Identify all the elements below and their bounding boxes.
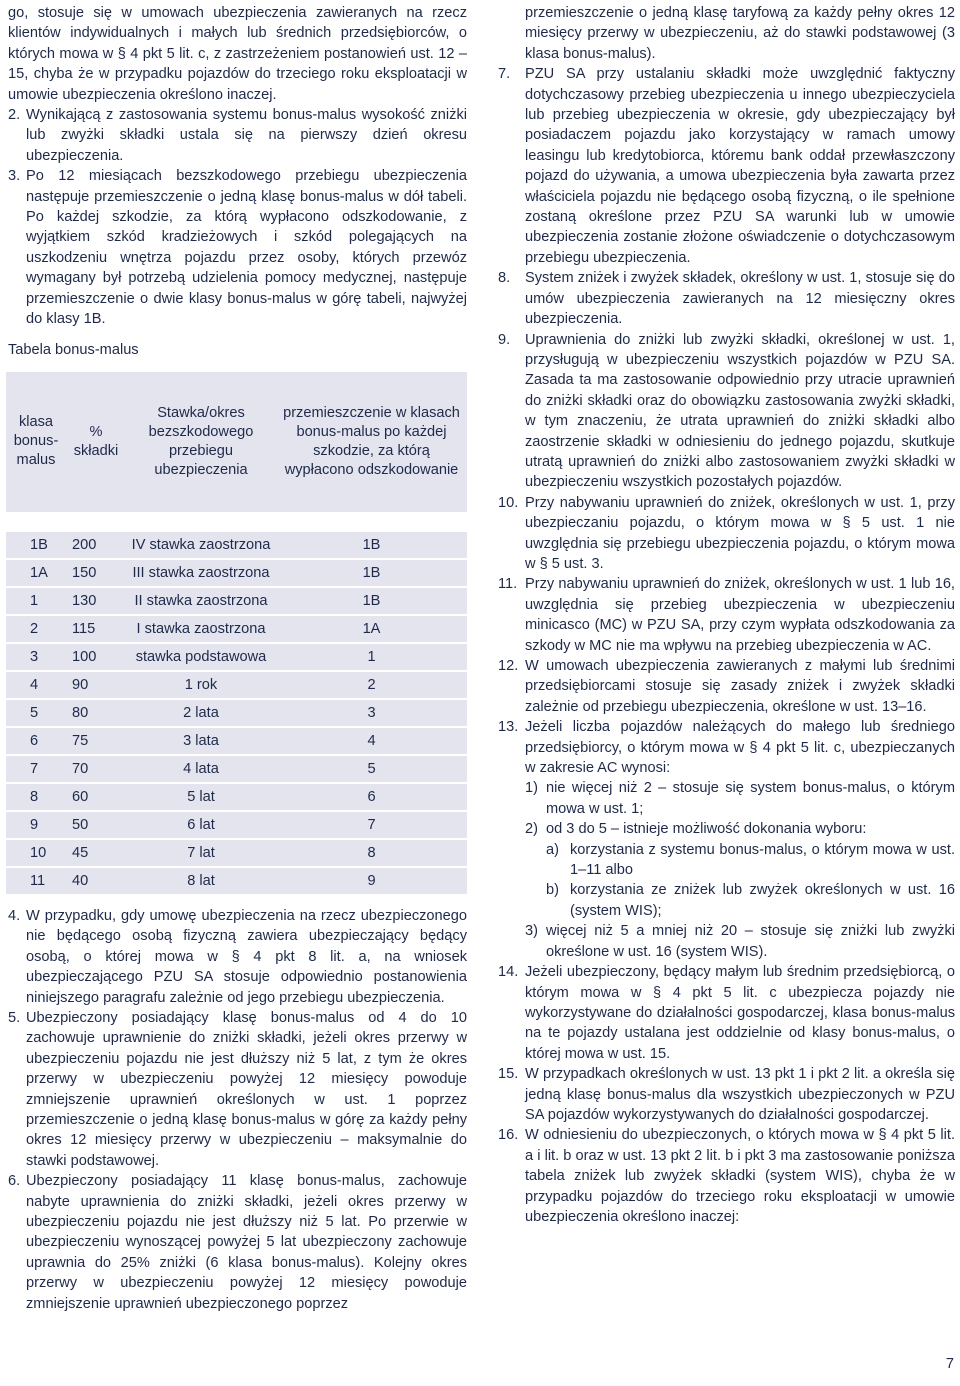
paragraph-8 — [498, 268, 955, 329]
cell-shift: 6 — [276, 783, 467, 811]
paragraph-text: Ubezpieczony posiadający klasę bonus-malus od 4 do 10 zachowuje uprawnienie do zniżki składki, jeżeli okres przerwy w ubezpieczeniu pojazdu nie jest dłuższy niż 5 lat, z tym że okres przerwy w ubezpieczeniu powyżej 12 miesięcy powoduje zmniejszenie uprawnień określonych w ust. 1 poprzez przemieszczenie o jedną klasę bonus-malus w górę za każdy pełny okres 12 miesięcy przerwy w ubezpieczeniu – maksymalnie do stawki podstawowej. — [26, 1009, 467, 1169]
paragraph-text: Przy nabywaniu uprawnień do zniżek, określonych w ust. 1 lub 16, uwzględnia się przebieg ubezpieczenia w ubezpieczeniu minicasco (MC) w PZU SA, przy czym wypłata odszkodowania za szkody w MC nie ma wpływu na przebieg ubezpieczenia w AC. — [525, 576, 955, 654]
point-text: korzystania z systemu bonus-malus, o którym mowa w ust. 1–11 albo — [570, 841, 955, 879]
paragraph-number: 14. — [498, 964, 519, 981]
paragraph-14 — [498, 962, 955, 1064]
paragraph-number: 6. — [8, 1173, 21, 1190]
cell-rate-period: stawka podstawowa — [126, 643, 276, 671]
paragraph-2 — [8, 105, 467, 166]
paragraph-number: 7. — [498, 66, 511, 83]
paragraph-number: 12. — [498, 658, 519, 674]
cell-shift: 8 — [276, 839, 467, 867]
paragraph-number: 11. — [498, 576, 518, 593]
paragraph-number: 10. — [498, 494, 519, 511]
point-13-2-a — [498, 840, 955, 881]
paragraph-13 — [498, 717, 955, 778]
cell-class: 6 — [6, 727, 66, 755]
cell-rate-period: I stawka zaostrzona — [126, 615, 276, 643]
cell-rate-period: III stawka zaostrzona — [126, 559, 276, 587]
cell-class: 2 — [6, 615, 66, 643]
bonus-malus-table — [6, 372, 467, 894]
paragraph-text: Wynikającą z zastosowania systemu bonus-malus wysokość zniżki lub zwyżki składki ustala się na pierwszy dzień okresu ubezpieczenia. — [26, 107, 467, 164]
paragraph-continuation: go, stosuje się w umowach ubezpieczenia zawieranych na rzecz klientów indywidualnych i małych lub średnich przedsiębiorców, o których mowa w § 4 pkt 5 lit. c, z zastrzeżeniem postanowień ust. 12 –15, chyba że w przypadku pojazdów do trzeciego roku eksploatacji w umowie ubezpieczenia określono inaczej. — [8, 5, 467, 103]
paragraph-text: Przy nabywaniu uprawnień do zniżek, określonych w ust. 1, przy ubezpieczaniu pojazdu, o którym mowa w § 5 ust. 1 nie uwzględnia się przebiegu ubezpieczenia pojazdu, o którym mowa w § 5 ust. 3. — [525, 494, 955, 572]
cell-rate-period: IV stawka zaostrzona — [126, 531, 276, 559]
cell-class: 8 — [6, 783, 66, 811]
paragraph-number: 8. — [498, 270, 511, 287]
point-13-2 — [498, 819, 955, 839]
table-row — [6, 699, 467, 727]
paragraph-10 — [498, 493, 955, 575]
cell-shift: 1B — [276, 531, 467, 559]
cell-percent: 100 — [66, 643, 126, 671]
point-number: 3) — [525, 923, 538, 940]
paragraph-5 — [8, 1008, 467, 1171]
cell-shift: 9 — [276, 867, 467, 894]
cell-shift: 7 — [276, 811, 467, 839]
cell-class: 3 — [6, 643, 66, 671]
paragraph-9 — [498, 330, 955, 493]
paragraph-text: Jeżeli ubezpieczony, będący małym lub średnim przedsiębiorcą, o którym mowa w § 4 pkt 5 lit. c ubezpiecza pojazdy nie wykorzystywane do działalności gospodarczej, klasa bonus-malus na te pojazdy ustalana jest oddzielnie od klasy bonus-malus, o której mowa w ust. 15. — [525, 964, 955, 1062]
table-row — [6, 615, 467, 643]
page-number: 7 — [945, 1355, 954, 1372]
cell-rate-period: 8 lat — [126, 867, 276, 894]
left-column — [8, 3, 467, 1314]
table-row — [6, 587, 467, 615]
paragraph-text: System zniżek i zwyżek składek, określony w ust. 1, stosuje się do umów ubezpieczenia zawieranych na 12 miesięczny okres ubezpieczenia. — [525, 270, 955, 328]
cell-shift: 1B — [276, 559, 467, 587]
cell-percent: 45 — [66, 839, 126, 867]
cell-rate-period: II stawka zaostrzona — [126, 587, 276, 615]
table-row — [6, 643, 467, 671]
point-text: nie więcej niż 2 – stosuje się system bonus-malus, o którym mowa w ust. 1; — [546, 780, 955, 817]
cell-shift: 1B — [276, 587, 467, 615]
table-row — [6, 839, 467, 867]
cell-rate-period: 4 lata — [126, 755, 276, 783]
cell-class: 1 — [6, 587, 66, 615]
paragraph-text: Uprawnienia do zniżki lub zwyżki składki, określonej w ust. 1, przysługują w ubezpieczeniu wszystkich pojazdów w PZU SA. Zasada ta ma zastosowanie odpowiednio przy utracie uprawnień do zniżki składki oraz do obowiązku zastosowania zwyżki składki, w tym znaczeniu, że utrata uprawnień do zniżki składki albo zaostrzenie składki w odniesieniu do jednego pojazdu, skutkuje utratą uprawnień do zniżki albo zastosowaniem zwyżki składki w ubezpieczeniu wszystkich pozostałych pojazdów. — [525, 331, 955, 491]
cell-rate-period: 7 lat — [126, 839, 276, 867]
table-row — [6, 559, 467, 587]
paragraph-number: 3. — [8, 168, 21, 185]
table-row — [6, 867, 467, 894]
cell-class: 10 — [6, 839, 66, 867]
paragraph-number: 5. — [8, 1009, 21, 1026]
paragraph-text: W przypadkach określonych w ust. 13 pkt 1 i pkt 2 lit. a określa się jedną klasę bonus-malus dla wszystkich ubezpieczonych w PZU SA pojazdów wykorzystywanych do działalności gospodarczej. — [525, 1066, 955, 1123]
cell-shift: 1A — [276, 615, 467, 643]
cell-shift: 4 — [276, 727, 467, 755]
table-row — [6, 755, 467, 783]
right-column — [498, 3, 955, 1227]
cell-class: 7 — [6, 755, 66, 783]
cell-rate-period: 1 rok — [126, 671, 276, 699]
cell-rate-period: 5 lat — [126, 783, 276, 811]
paragraph-number: 15. — [498, 1066, 519, 1083]
header-rate-period: Stawka/okres bezszkodowego przebiegu ubezpieczenia — [126, 372, 276, 512]
cell-percent: 50 — [66, 811, 126, 839]
paragraph-16 — [498, 1125, 955, 1227]
table-caption: Tabela bonus-malus — [8, 341, 139, 358]
paragraph-text: W umowach ubezpieczenia zawieranych z małymi lub średnimi przedsiębiorcami stosuje się zasady zniżek i zwyżek składki zależnie od przebiegu ubezpieczenia, określone w ust. 13–16. — [525, 658, 955, 715]
point-text: korzystania ze zniżek lub zwyżek określonych w ust. 16 (system WIS); — [570, 882, 955, 919]
paragraph-continuation: przemieszczenie o jedną klasę taryfową za każdy pełny okres 12 miesięcy przerwy w ubezpieczeniu, aż do stawki podstawowej (3 klasa bonus-malus). — [525, 5, 955, 62]
table-row — [6, 671, 467, 699]
cell-shift: 3 — [276, 699, 467, 727]
cell-class: 9 — [6, 811, 66, 839]
cell-percent: 70 — [66, 755, 126, 783]
paragraph-15 — [498, 1064, 955, 1125]
cell-percent: 80 — [66, 699, 126, 727]
cell-class: 1A — [6, 559, 66, 587]
point-13-3 — [498, 921, 955, 962]
cell-percent: 115 — [66, 615, 126, 643]
paragraph-text: Jeżeli liczba pojazdów należących do małego lub średniego przedsiębiorcy, o którym mowa w § 4 pkt 5 lit. c, ubezpieczanych w zakresie AC wynosi: — [525, 719, 955, 777]
point-13-2-b — [498, 880, 955, 921]
paragraph-number: 9. — [498, 331, 511, 348]
paragraph-3 — [8, 166, 467, 329]
cell-percent: 150 — [66, 559, 126, 587]
table-header-row — [6, 372, 467, 512]
header-percent: % składki — [66, 372, 126, 512]
paragraph-text: W odniesieniu do ubezpieczonych, o których mowa w § 4 pkt 5 lit. a i lit. b oraz w ust. 13 pkt 2 lit. b i pkt 3 ma zastosowanie poniższa tabela zniżek lub zwyżek składki (system WIS), chyba że w przypadku pojazdów do trzeciego roku eksploatacji w umowie ubezpieczenia określono inaczej: — [525, 1127, 955, 1225]
paragraph-text: PZU SA przy ustalaniu składki może uwzględnić faktyczny dotychczasowy przebieg ubezpieczenia u innego ubezpieczyciela lub przebieg ubezpieczenia w okresie, gdy ubezpieczający był posiadaczem pojazdu jako korzystający w ramach umowy leasingu lub kredytobiorca, któremu bank oddał przewłaszczony pojazd do używania, a umowa ubezpieczenia była zawarta przez właściciela pojazdu nie będącego osobą fizyczną, o ile spełnione zostaną określone przez PZU SA warunki lub w umowie ubezpieczenia zostanie złożone oświadczenie o dotychczasowym przebiegu ubezpieczenia. — [525, 66, 955, 266]
header-shift: przemieszczenie w klasach bonus-malus po każdej szkodzie, za którą wypłacono odszkodowanie — [276, 372, 467, 512]
paragraph-7 — [498, 64, 955, 268]
point-number: 1) — [525, 780, 538, 797]
cell-class: 11 — [6, 867, 66, 894]
cell-percent: 75 — [66, 727, 126, 755]
table-row — [6, 811, 467, 839]
paragraph-text: Po 12 miesiącach bezszkodowego przebiegu ubezpieczenia następuje przemieszczenie o jedną klasę bonus-malus w dół tabeli. Po każdej szkodzie, za którą wypłacono odszkodowanie, z wyjątkiem szkód kradzieżowych i szkód polegających na uszkodzeniu wnętrza pojazdu przez osoby, których przewóz wymagany był potrzebą udzielenia pomocy medycznej, następuje przemieszczenie o dwie klasy bonus-malus w górę tabeli, najwyżej do klasy 1B. — [26, 168, 467, 328]
cell-shift: 5 — [276, 755, 467, 783]
cell-percent: 40 — [66, 867, 126, 894]
cell-rate-period: 2 lata — [126, 699, 276, 727]
cell-percent: 60 — [66, 783, 126, 811]
cell-class: 4 — [6, 671, 66, 699]
point-letter: a) — [546, 841, 559, 858]
cell-class: 1B — [6, 531, 66, 559]
paragraph-number: 13. — [498, 719, 519, 736]
cell-percent: 90 — [66, 671, 126, 699]
table-row — [6, 727, 467, 755]
paragraph-4 — [8, 906, 467, 1008]
paragraph-6 — [8, 1171, 467, 1314]
cell-percent: 130 — [66, 587, 126, 615]
cell-rate-period: 6 lat — [126, 811, 276, 839]
paragraph-11 — [498, 574, 955, 656]
paragraph-number: 4. — [8, 907, 21, 924]
point-letter: b) — [546, 882, 559, 899]
cell-class: 5 — [6, 699, 66, 727]
point-text: od 3 do 5 – istnieje możliwość dokonania wyboru: — [546, 821, 867, 838]
paragraph-text: W przypadku, gdy umowę ubezpieczenia na rzecz ubezpieczonego nie będącego osobą fizyczną zawiera ubezpieczający będący osobą, o której mowa w § 4 pkt 8 lit. a, na wniosek ubezpieczającego PZU SA stosuje odpowiednio postanowienia niniejszego paragrafu zależnie od jego przebiegu ubezpieczenia. — [26, 907, 467, 1006]
point-13-1 — [498, 778, 955, 819]
paragraph-number: 16. — [498, 1127, 519, 1144]
point-number: 2) — [525, 821, 538, 838]
header-class: klasa bonus-malus — [6, 372, 66, 512]
paragraph-12 — [498, 656, 955, 717]
cell-rate-period: 3 lata — [126, 727, 276, 755]
cell-shift: 2 — [276, 671, 467, 699]
cell-shift: 1 — [276, 643, 467, 671]
paragraph-number: 2. — [8, 107, 21, 124]
table-row — [6, 531, 467, 559]
paragraph-text: Ubezpieczony posiadający 11 klasę bonus-malus, zachowuje nabyte uprawnienia do zniżki składki, jeżeli okres przerwy w ubezpieczeniu pojazdu nie jest dłuższy niż 5 lat. Po przerwie w ubezpieczeniu wynoszącej powyżej 5 lat ubezpieczony zachowuje uprawnia do 25% zniżki (6 klasa bonus-malus). Kolejny okres przerwy w ubezpieczeniu powyżej 12 miesięcy powoduje zmniejszenie uprawnień ubezpieczonego poprzez — [26, 1173, 467, 1312]
table-row — [6, 783, 467, 811]
table-body — [6, 531, 467, 894]
cell-percent: 200 — [66, 531, 126, 559]
point-text: więcej niż 5 a mniej niż 20 – stosuje się zniżki lub zwyżki określone w ust. 16 (system WIS). — [546, 923, 955, 960]
